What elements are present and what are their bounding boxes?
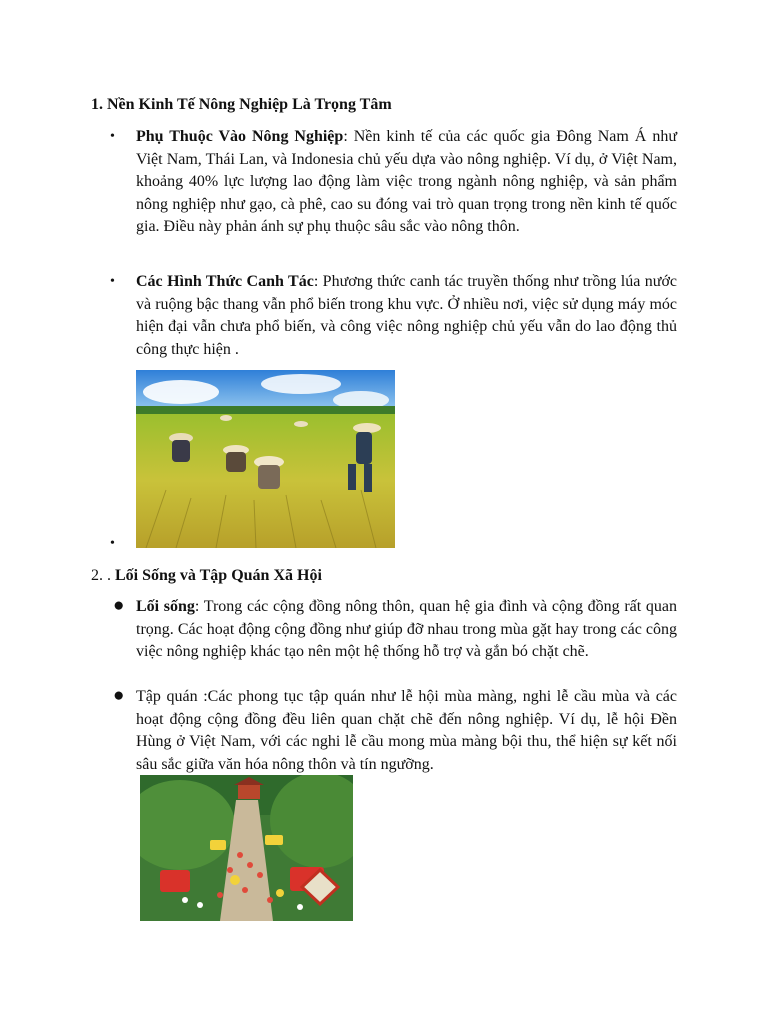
empty-bullet: • [110, 536, 115, 551]
item-term: Các Hình Thức Canh Tác [136, 273, 314, 290]
list-item [110, 271, 678, 361]
section2-heading [91, 565, 322, 587]
item-term: Lối sống [136, 598, 195, 615]
bullet: • [110, 274, 115, 289]
item-text: : Phương thức canh tác truyền thống như trồng lúa nước và ruộng bậc thang vẫn phổ biến trong khu vực. Ở nhiều nơi, việc sử dụng máy móc hiện đại vẫn chưa phổ biến, và công việc nông nghiệp chủ yếu vẫn do lao động thủ công thực hiện . [136, 273, 678, 358]
item-text: : Nền kinh tế của các quốc gia Đông Nam Á như Việt Nam, Thái Lan, và Indonesia chủ yếu dựa vào nông nghiệp. Ví dụ, ở Việt Nam, khoảng 40% lực lượng lao động làm việc trong ngành nông nghiệp, và sản phẩm nông nghiệp như gạo, cà phê, cao su đóng vai trò quan trọng trong nền kinh tế quốc gia. Điều này phản ánh sự phụ thuộc sâu sắc vào nông thôn. [136, 128, 677, 236]
item-term: Phụ Thuộc Vào Nông Nghiệp [136, 128, 344, 145]
hung-temple-festival-photo [140, 775, 353, 921]
section2-heading-title: Lối Sống và Tập Quán Xã Hội [111, 567, 322, 584]
bullet: ● [113, 685, 125, 706]
bullet: ● [113, 595, 125, 616]
section2-heading-number: 2. . [91, 567, 111, 584]
section1-heading: 1. Nền Kinh Tế Nông Nghiệp Là Trọng Tâm [91, 96, 392, 113]
item-text: : Trong các cộng đồng nông thôn, quan hệ gia đình và cộng đồng rất quan trọng. Các hoạt động cộng đồng như giúp đỡ nhau trong mùa gặt hay trong các công việc nông nghiệp khác tạo nên một hệ thống hỗ trợ và gắn bó chặt chẽ. [136, 598, 677, 661]
list-item [113, 595, 677, 664]
bullet: • [110, 129, 115, 144]
rice-harvest-photo [136, 370, 395, 548]
list-item [110, 126, 677, 239]
list-item [113, 685, 677, 776]
item-text: Tập quán :Các phong tục tập quán như lễ hội mùa màng, nghi lễ cầu mùa và các hoạt động cộng đồng đều liên quan chặt chẽ đến nông nghiệp. Ví dụ, lễ hội Đền Hùng ở Việt Nam, với các nghi lễ cầu mong mùa màng bội thu, thể hiện sự kết nối sâu sắc giữa văn hóa nông thôn và tín ngưỡng. [136, 688, 677, 773]
